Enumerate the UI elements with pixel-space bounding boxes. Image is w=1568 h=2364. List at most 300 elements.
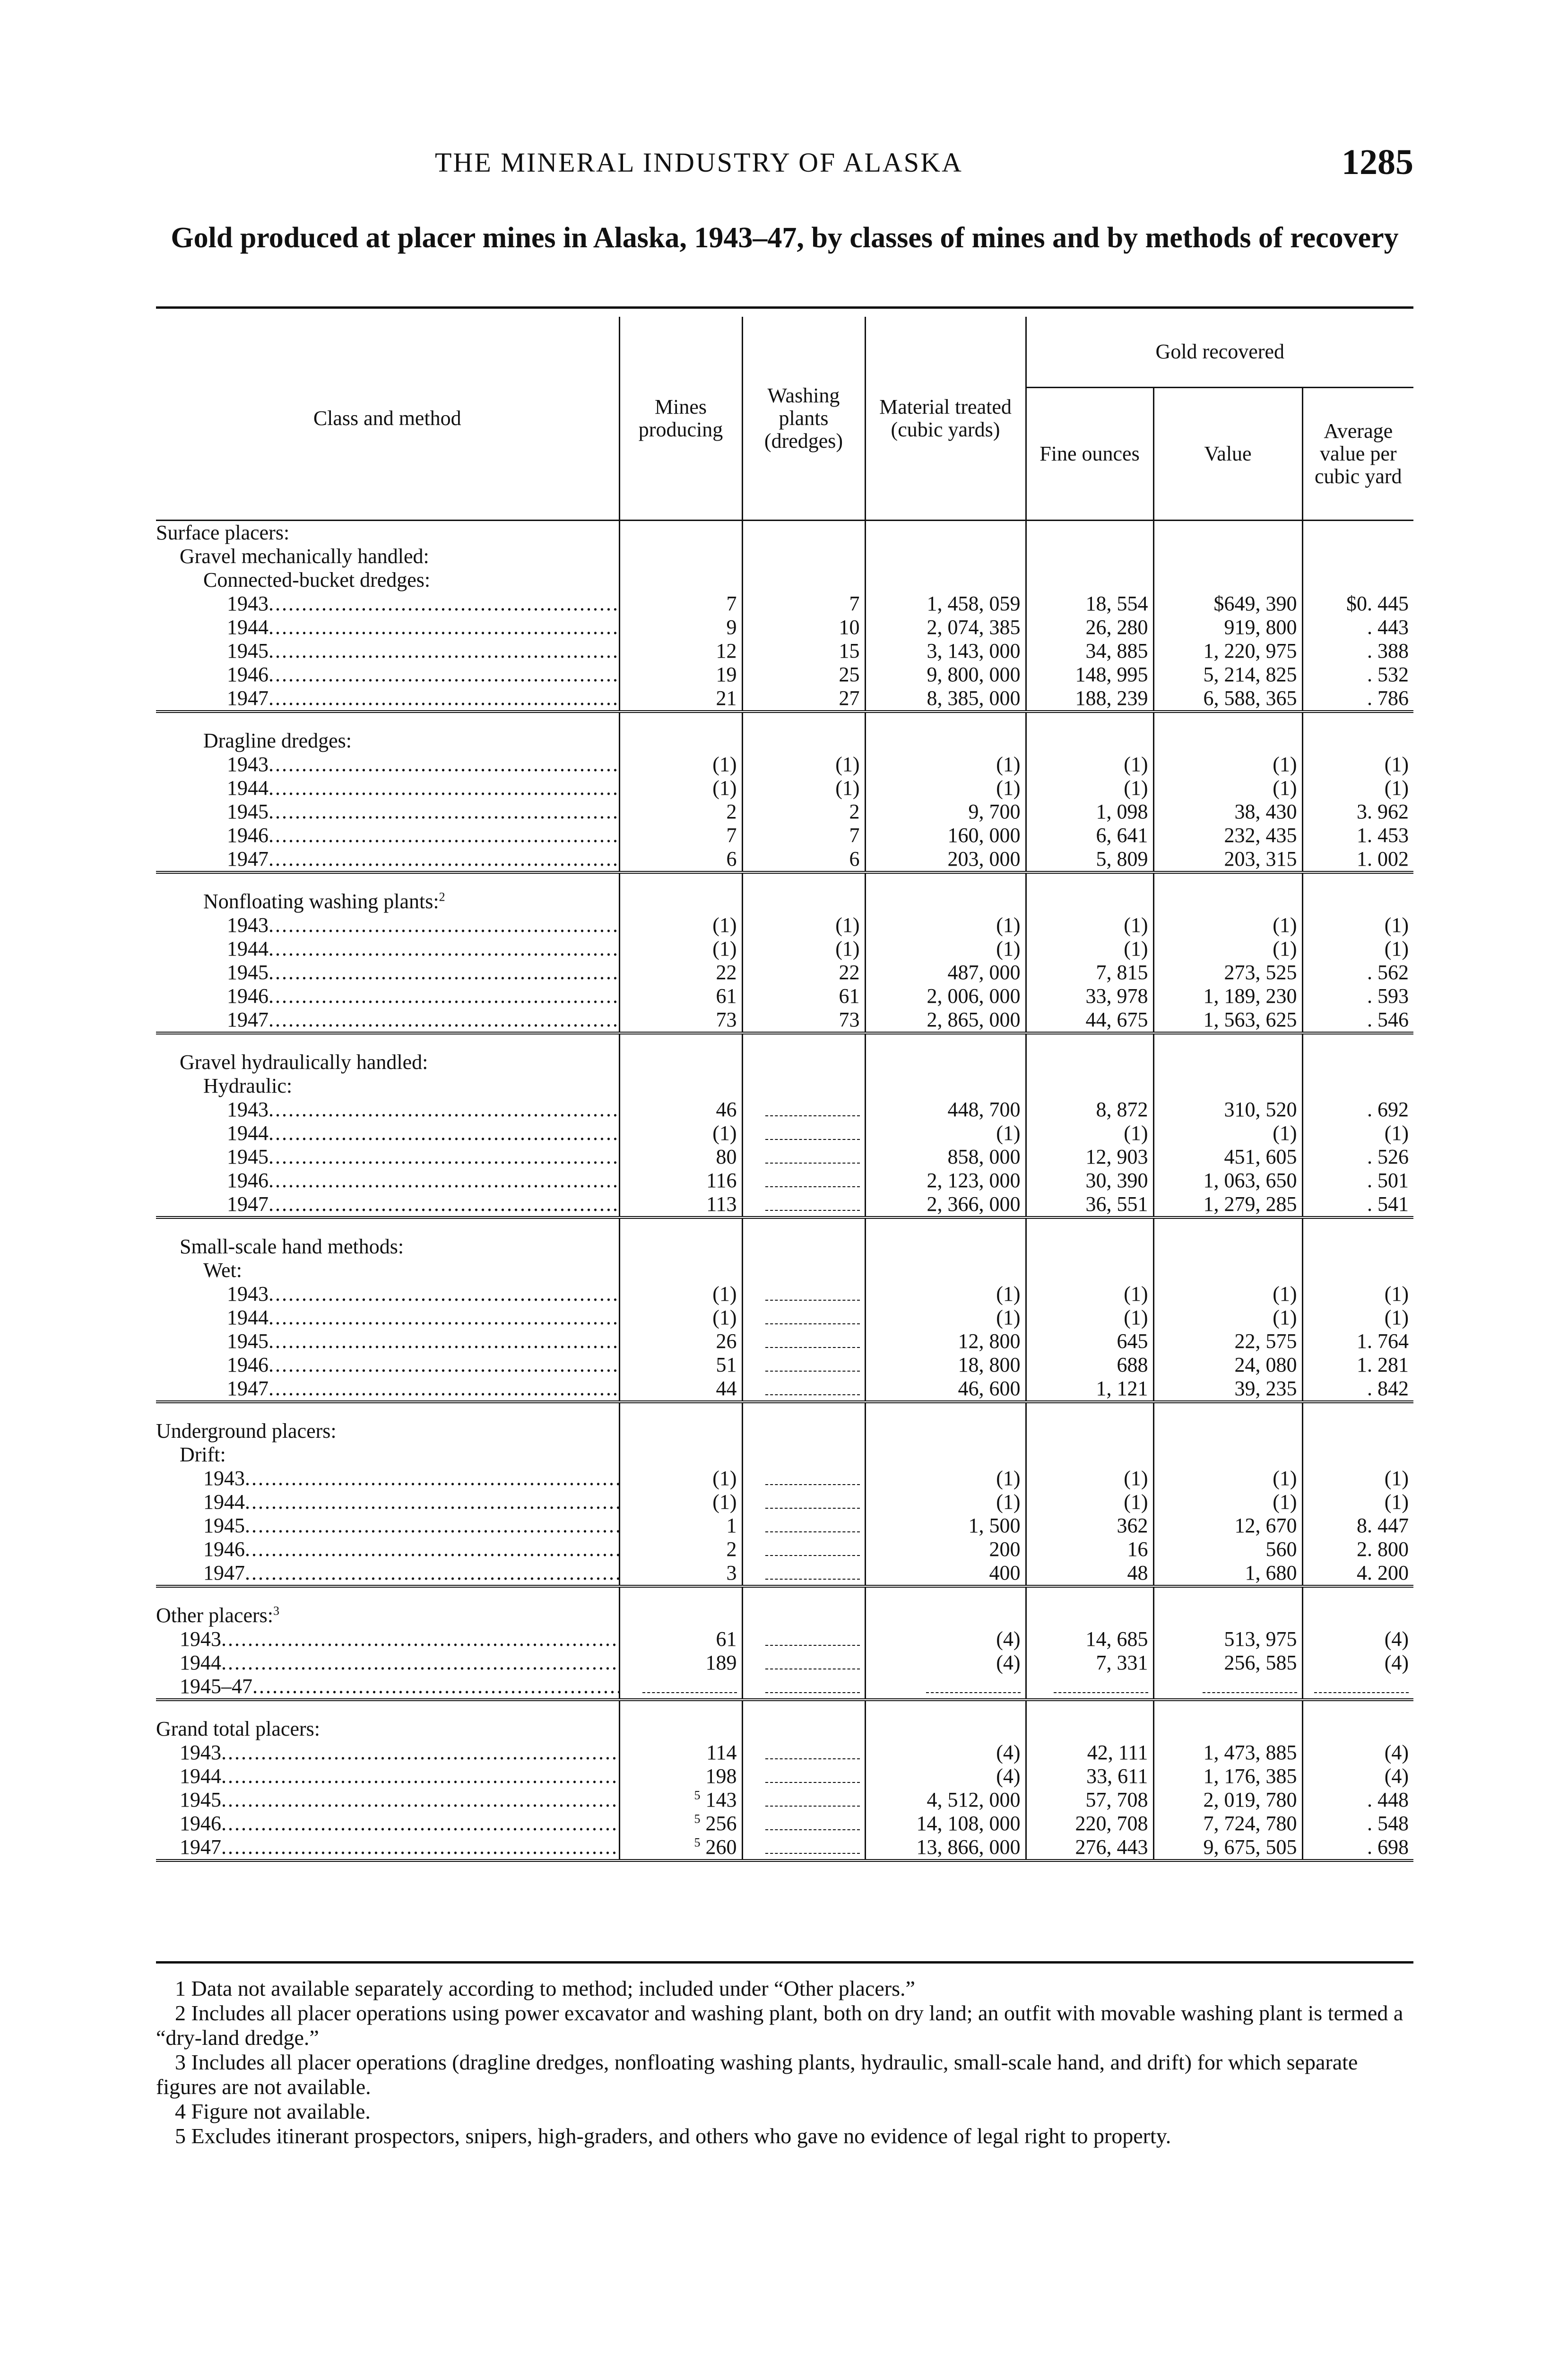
cell-value: 1, 220, 975	[1203, 639, 1297, 662]
data-cell	[1153, 1675, 1302, 1700]
row-year: 1943	[180, 1741, 221, 1764]
table-title: Gold produced at placer mines in Alaska, 1943–47, by classes of mines and by methods of recovery	[171, 222, 1399, 254]
row-year-cell	[156, 937, 619, 961]
data-cell	[742, 776, 865, 800]
cell-value: (1)	[1273, 1121, 1297, 1145]
cell-value: 22	[839, 961, 860, 984]
data-cell	[619, 1675, 742, 1700]
leader-dots	[245, 1538, 619, 1561]
cell-value: (1)	[712, 1490, 737, 1513]
cell-value: 188, 239	[1075, 687, 1148, 710]
section-heading-text: Surface placers:	[156, 521, 290, 544]
cell-value: . 448	[1367, 1788, 1409, 1811]
cell-value: (1)	[835, 776, 860, 800]
cell-value: . 593	[1367, 984, 1409, 1008]
cell-value: (1)	[712, 1121, 737, 1145]
cell-value: (1)	[1273, 776, 1297, 800]
data-cell	[1026, 776, 1153, 800]
leader-dots	[221, 1812, 619, 1835]
cell-value: (1)	[996, 776, 1021, 800]
dash-placeholder	[1314, 1683, 1409, 1693]
data-cell	[865, 1282, 1026, 1306]
leader-dots	[269, 592, 619, 615]
cell-value: (1)	[712, 913, 737, 937]
cell-value: (4)	[1384, 1627, 1409, 1651]
data-cell	[1302, 1282, 1413, 1306]
table-row	[156, 1377, 1413, 1402]
data-cell	[1153, 1741, 1302, 1764]
empty-cell	[742, 568, 865, 592]
dash-placeholder	[765, 1290, 860, 1301]
dash-placeholder	[765, 1338, 860, 1348]
data-cell	[1302, 1353, 1413, 1377]
data-cell	[865, 753, 1026, 776]
cell-value: 46, 600	[958, 1377, 1021, 1400]
section-heading-text: Dragline dredges:	[203, 729, 352, 752]
cell-value: 61	[839, 984, 860, 1008]
cell-value: 2. 800	[1357, 1538, 1409, 1561]
leader-dots	[269, 1306, 619, 1329]
cell-value: . 692	[1367, 1098, 1409, 1121]
col-material-treated: Material treated (cubic yards)	[865, 317, 1026, 521]
data-cell	[742, 824, 865, 847]
cell-value: (1)	[996, 1490, 1021, 1513]
cell-value: 3, 143, 000	[927, 639, 1021, 662]
data-cell	[865, 1835, 1026, 1860]
data-cell	[1026, 1561, 1153, 1586]
page-number: 1285	[1342, 142, 1413, 182]
table-bottom-rule	[156, 1961, 1413, 1964]
data-cell	[1302, 1788, 1413, 1812]
data-cell	[1026, 1121, 1153, 1145]
empty-cell	[1026, 872, 1153, 913]
table-row	[156, 1490, 1413, 1514]
data-cell	[1026, 1192, 1153, 1217]
data-cell	[619, 663, 742, 687]
data-cell	[1153, 1353, 1302, 1377]
section-heading-text: Nonfloating washing plants:	[203, 890, 439, 913]
data-cell	[1026, 1330, 1153, 1353]
cell-value: 1, 176, 385	[1203, 1764, 1297, 1788]
leader-dots	[269, 616, 619, 639]
empty-cell	[1026, 1700, 1153, 1741]
row-year-cell	[156, 961, 619, 984]
data-cell	[1026, 1282, 1153, 1306]
data-cell	[1026, 1008, 1153, 1033]
data-cell	[1302, 1330, 1413, 1353]
cell-value: (1)	[712, 937, 737, 960]
empty-cell	[1026, 1217, 1153, 1259]
data-cell	[865, 1121, 1026, 1145]
empty-cell	[1302, 1443, 1413, 1467]
data-cell	[619, 1764, 742, 1788]
table-row	[156, 1008, 1413, 1033]
empty-cell	[1153, 521, 1302, 545]
data-cell	[742, 1121, 865, 1145]
data-cell	[1302, 1835, 1413, 1860]
row-year-cell	[156, 753, 619, 776]
data-cell	[1302, 800, 1413, 824]
col-gold-recovered: Gold recovered	[1026, 317, 1413, 388]
cell-value: 2, 865, 000	[927, 1008, 1021, 1031]
cell-value: 9, 800, 000	[927, 663, 1021, 686]
cell-value: (4)	[996, 1741, 1021, 1764]
empty-cell	[865, 1443, 1026, 1467]
cell-value: 1, 098	[1096, 800, 1148, 823]
data-cell	[1153, 1282, 1302, 1306]
data-cell	[742, 1377, 865, 1402]
data-cell	[1153, 663, 1302, 687]
table-top-rule	[156, 306, 1413, 309]
cell-value: 1. 002	[1357, 847, 1409, 870]
cell-value: 15	[839, 639, 860, 662]
dash-placeholder	[765, 1200, 860, 1211]
empty-cell	[619, 1074, 742, 1098]
data-cell	[1302, 592, 1413, 616]
data-cell	[865, 1651, 1026, 1675]
section-heading	[156, 521, 619, 545]
empty-cell	[1026, 545, 1153, 568]
table-row	[156, 1098, 1413, 1121]
dash-placeholder	[765, 1475, 860, 1485]
empty-cell	[619, 1217, 742, 1259]
row-year: 1944	[227, 937, 269, 960]
section-heading-row	[156, 1700, 1413, 1741]
data-cell	[865, 616, 1026, 639]
row-year-cell	[156, 913, 619, 937]
cell-value: (1)	[1384, 776, 1409, 800]
empty-cell	[619, 1033, 742, 1074]
empty-cell	[619, 1700, 742, 1741]
cell-value: 2	[726, 1538, 737, 1561]
data-cell	[865, 913, 1026, 937]
empty-cell	[865, 1402, 1026, 1443]
cell-value: 12, 670	[1234, 1514, 1297, 1537]
cell-value: 27	[839, 687, 860, 710]
cell-value: 26, 280	[1085, 616, 1148, 639]
dash-placeholder	[765, 1843, 860, 1854]
table-row	[156, 913, 1413, 937]
row-year-cell	[156, 1008, 619, 1033]
data-cell	[742, 1282, 865, 1306]
section-heading	[156, 1402, 619, 1443]
data-cell	[1026, 616, 1153, 639]
cell-value: 116	[706, 1169, 737, 1192]
cell-value: (1)	[1273, 1282, 1297, 1305]
data-cell	[619, 1121, 742, 1145]
cell-value: . 546	[1367, 1008, 1409, 1031]
cell-value: 18, 800	[958, 1353, 1021, 1376]
row-year: 1944	[227, 616, 269, 639]
data-cell	[865, 1192, 1026, 1217]
data-cell	[1153, 1651, 1302, 1675]
data-cell	[865, 937, 1026, 961]
empty-cell	[1026, 1074, 1153, 1098]
footnote-ref: 2	[439, 890, 445, 904]
data-cell	[1153, 1145, 1302, 1169]
cell-value: 220, 708	[1075, 1812, 1148, 1835]
cell-value: 1. 764	[1357, 1330, 1409, 1353]
cell-value: 232, 435	[1224, 824, 1297, 847]
cell-value: (4)	[1384, 1764, 1409, 1788]
empty-cell	[865, 1074, 1026, 1098]
leader-dots	[245, 1514, 619, 1537]
cell-value: 1. 453	[1357, 824, 1409, 847]
cell-value: 6	[726, 847, 737, 870]
dash-placeholder	[765, 1683, 860, 1693]
data-cell	[1026, 1538, 1153, 1561]
row-year: 1945	[227, 1330, 269, 1353]
cell-value: 44	[716, 1377, 737, 1400]
data-cell	[865, 1467, 1026, 1490]
leader-dots	[269, 1282, 619, 1305]
data-cell	[742, 1651, 865, 1675]
table-row	[156, 937, 1413, 961]
empty-cell	[619, 1402, 742, 1443]
dash-placeholder	[765, 1385, 860, 1395]
data-cell	[619, 961, 742, 984]
row-year: 1944	[203, 1490, 245, 1513]
col-fine-ounces: Fine ounces	[1026, 388, 1153, 521]
data-cell	[1302, 639, 1413, 663]
cell-value: 858, 000	[947, 1145, 1021, 1168]
row-year-cell	[156, 1741, 619, 1764]
cell-value: (1)	[1273, 913, 1297, 937]
cell-value: (1)	[1273, 1490, 1297, 1513]
cell-value: 73	[839, 1008, 860, 1031]
data-cell	[1026, 1835, 1153, 1860]
data-cell	[865, 1538, 1026, 1561]
section-heading-text: Underground placers:	[156, 1419, 337, 1443]
cell-value: 143	[705, 1788, 737, 1811]
cell-value: (1)	[1124, 753, 1148, 776]
row-year-cell	[156, 824, 619, 847]
data-cell	[1302, 1121, 1413, 1145]
cell-value: 22, 575	[1234, 1330, 1297, 1353]
data-cell	[1153, 1538, 1302, 1561]
cell-value: 645	[1117, 1330, 1148, 1353]
row-year: 1946	[227, 663, 269, 686]
data-cell	[1153, 1764, 1302, 1788]
col-value: Value	[1153, 388, 1302, 521]
cell-value: 30, 390	[1085, 1169, 1148, 1192]
cell-value: 256	[705, 1812, 737, 1835]
table-row	[156, 753, 1413, 776]
cell-value: 42, 111	[1087, 1741, 1148, 1764]
row-year: 1943	[227, 1098, 269, 1121]
cell-value: (1)	[1124, 1282, 1148, 1305]
data-cell	[1302, 687, 1413, 712]
data-cell	[619, 984, 742, 1008]
cell-value: $649, 390	[1213, 592, 1297, 615]
table-row	[156, 1627, 1413, 1651]
data-cell	[619, 1490, 742, 1514]
empty-cell	[1026, 1402, 1153, 1443]
data-cell	[1153, 1306, 1302, 1330]
cell-value: 148, 995	[1075, 663, 1148, 686]
table-row	[156, 1764, 1413, 1788]
dash-placeholder	[765, 1130, 860, 1140]
data-cell	[1153, 1627, 1302, 1651]
empty-cell	[742, 1217, 865, 1259]
empty-cell	[1302, 1217, 1413, 1259]
leader-dots	[269, 1098, 619, 1121]
table-row	[156, 961, 1413, 984]
leader-dots	[269, 1145, 619, 1168]
dash-placeholder	[765, 1361, 860, 1372]
row-year: 1946	[227, 984, 269, 1008]
data-cell	[865, 800, 1026, 824]
data-cell	[865, 1490, 1026, 1514]
cell-value: 2	[726, 800, 737, 823]
empty-cell	[865, 1259, 1026, 1282]
cell-value: 1, 680	[1245, 1561, 1297, 1584]
table-row	[156, 1467, 1413, 1490]
dash-placeholder	[765, 1522, 860, 1532]
cell-value: 51	[716, 1353, 737, 1376]
table-row	[156, 1353, 1413, 1377]
cell-value: (1)	[996, 1306, 1021, 1329]
empty-cell	[742, 872, 865, 913]
row-year: 1946	[227, 824, 269, 847]
row-year-cell	[156, 1788, 619, 1812]
section-heading-text: Wet:	[203, 1259, 242, 1282]
section-heading-row	[156, 545, 1413, 568]
cell-value: (1)	[1384, 1121, 1409, 1145]
section-heading-row	[156, 568, 1413, 592]
cell-value: (1)	[996, 937, 1021, 960]
row-year-cell	[156, 1098, 619, 1121]
row-year: 1947	[203, 1561, 245, 1584]
data-cell	[1153, 1490, 1302, 1514]
data-cell	[1153, 847, 1302, 872]
cell-value: 48	[1127, 1561, 1148, 1584]
data-cell	[1302, 1098, 1413, 1121]
leader-dots	[269, 1121, 619, 1145]
cell-value: 3	[726, 1561, 737, 1584]
cell-value: 448, 700	[947, 1098, 1021, 1121]
dash-placeholder	[1203, 1683, 1297, 1693]
row-year-cell	[156, 1192, 619, 1217]
data-cell	[619, 616, 742, 639]
data-cell	[1026, 1353, 1153, 1377]
data-cell	[619, 592, 742, 616]
empty-cell	[865, 521, 1026, 545]
row-year: 1944	[180, 1651, 221, 1674]
row-year-cell	[156, 1627, 619, 1651]
table-row	[156, 1561, 1413, 1586]
cell-value: 36, 551	[1085, 1192, 1148, 1216]
cell-value: 1, 063, 650	[1203, 1169, 1297, 1192]
empty-cell	[1153, 1259, 1302, 1282]
data-cell	[1302, 1306, 1413, 1330]
empty-cell	[1153, 712, 1302, 753]
table-row	[156, 1675, 1413, 1700]
cell-value: 14, 108, 000	[916, 1812, 1021, 1835]
data-cell	[619, 913, 742, 937]
cell-value: 1, 121	[1096, 1377, 1148, 1400]
empty-cell	[1302, 1586, 1413, 1627]
table-row	[156, 984, 1413, 1008]
row-year: 1945	[227, 639, 269, 662]
data-cell	[742, 1835, 865, 1860]
data-cell	[1153, 1812, 1302, 1835]
cell-value: 1, 458, 059	[927, 592, 1021, 615]
data-cell	[619, 1306, 742, 1330]
cell-value: 113	[706, 1192, 737, 1216]
empty-cell	[1153, 1586, 1302, 1627]
cell-value: 256, 585	[1224, 1651, 1297, 1674]
data-cell	[1153, 1835, 1302, 1860]
data-cell	[1153, 639, 1302, 663]
cell-value: (1)	[1384, 913, 1409, 937]
section-heading-row	[156, 1074, 1413, 1098]
data-cell	[1026, 1788, 1153, 1812]
cell-value: 19	[716, 663, 737, 686]
row-year: 1946	[180, 1812, 221, 1835]
empty-cell	[742, 1259, 865, 1282]
cell-value: 1, 563, 625	[1203, 1008, 1297, 1031]
cell-value: (1)	[996, 1467, 1021, 1490]
data-cell	[865, 1353, 1026, 1377]
cell-value: (1)	[1273, 753, 1297, 776]
empty-cell	[1153, 1217, 1302, 1259]
row-year: 1944	[227, 1121, 269, 1145]
data-cell	[742, 663, 865, 687]
row-year-cell	[156, 1651, 619, 1675]
empty-cell	[619, 521, 742, 545]
section-heading-text: Drift:	[180, 1443, 226, 1466]
data-cell	[619, 1353, 742, 1377]
data-cell	[865, 847, 1026, 872]
data-cell	[619, 1561, 742, 1586]
cell-value: 5, 809	[1096, 847, 1148, 870]
cell-value: 189	[705, 1651, 737, 1674]
data-cell	[1302, 776, 1413, 800]
data-cell	[1153, 1008, 1302, 1033]
cell-value: (1)	[1273, 1306, 1297, 1329]
cell-value: . 541	[1367, 1192, 1409, 1216]
cell-value: (1)	[1124, 913, 1148, 937]
data-cell	[1153, 1467, 1302, 1490]
data-cell	[742, 1008, 865, 1033]
leader-dots	[269, 1008, 619, 1031]
empty-cell	[742, 712, 865, 753]
section-heading	[156, 1443, 619, 1467]
row-year-cell	[156, 1561, 619, 1586]
row-year: 1944	[180, 1764, 221, 1788]
footnote-ref: 5	[694, 1835, 701, 1850]
footnotes	[156, 1976, 1413, 2148]
cell-value: 7	[726, 592, 737, 615]
footnote-ref: 5	[694, 1788, 701, 1802]
data-cell	[1302, 937, 1413, 961]
data-cell	[1026, 1514, 1153, 1538]
section-heading	[156, 568, 619, 592]
row-year: 1945	[227, 800, 269, 823]
data-cell	[1153, 1788, 1302, 1812]
cell-value: 24, 080	[1234, 1353, 1297, 1376]
cell-value: (1)	[996, 1282, 1021, 1305]
cell-value: 203, 315	[1224, 847, 1297, 870]
data-cell	[742, 1490, 865, 1514]
cell-value: 1, 189, 230	[1203, 984, 1297, 1008]
dash-placeholder	[765, 1796, 860, 1807]
cell-value: (1)	[1124, 776, 1148, 800]
cell-value: 22	[716, 961, 737, 984]
empty-cell	[619, 1259, 742, 1282]
empty-cell	[1153, 568, 1302, 592]
